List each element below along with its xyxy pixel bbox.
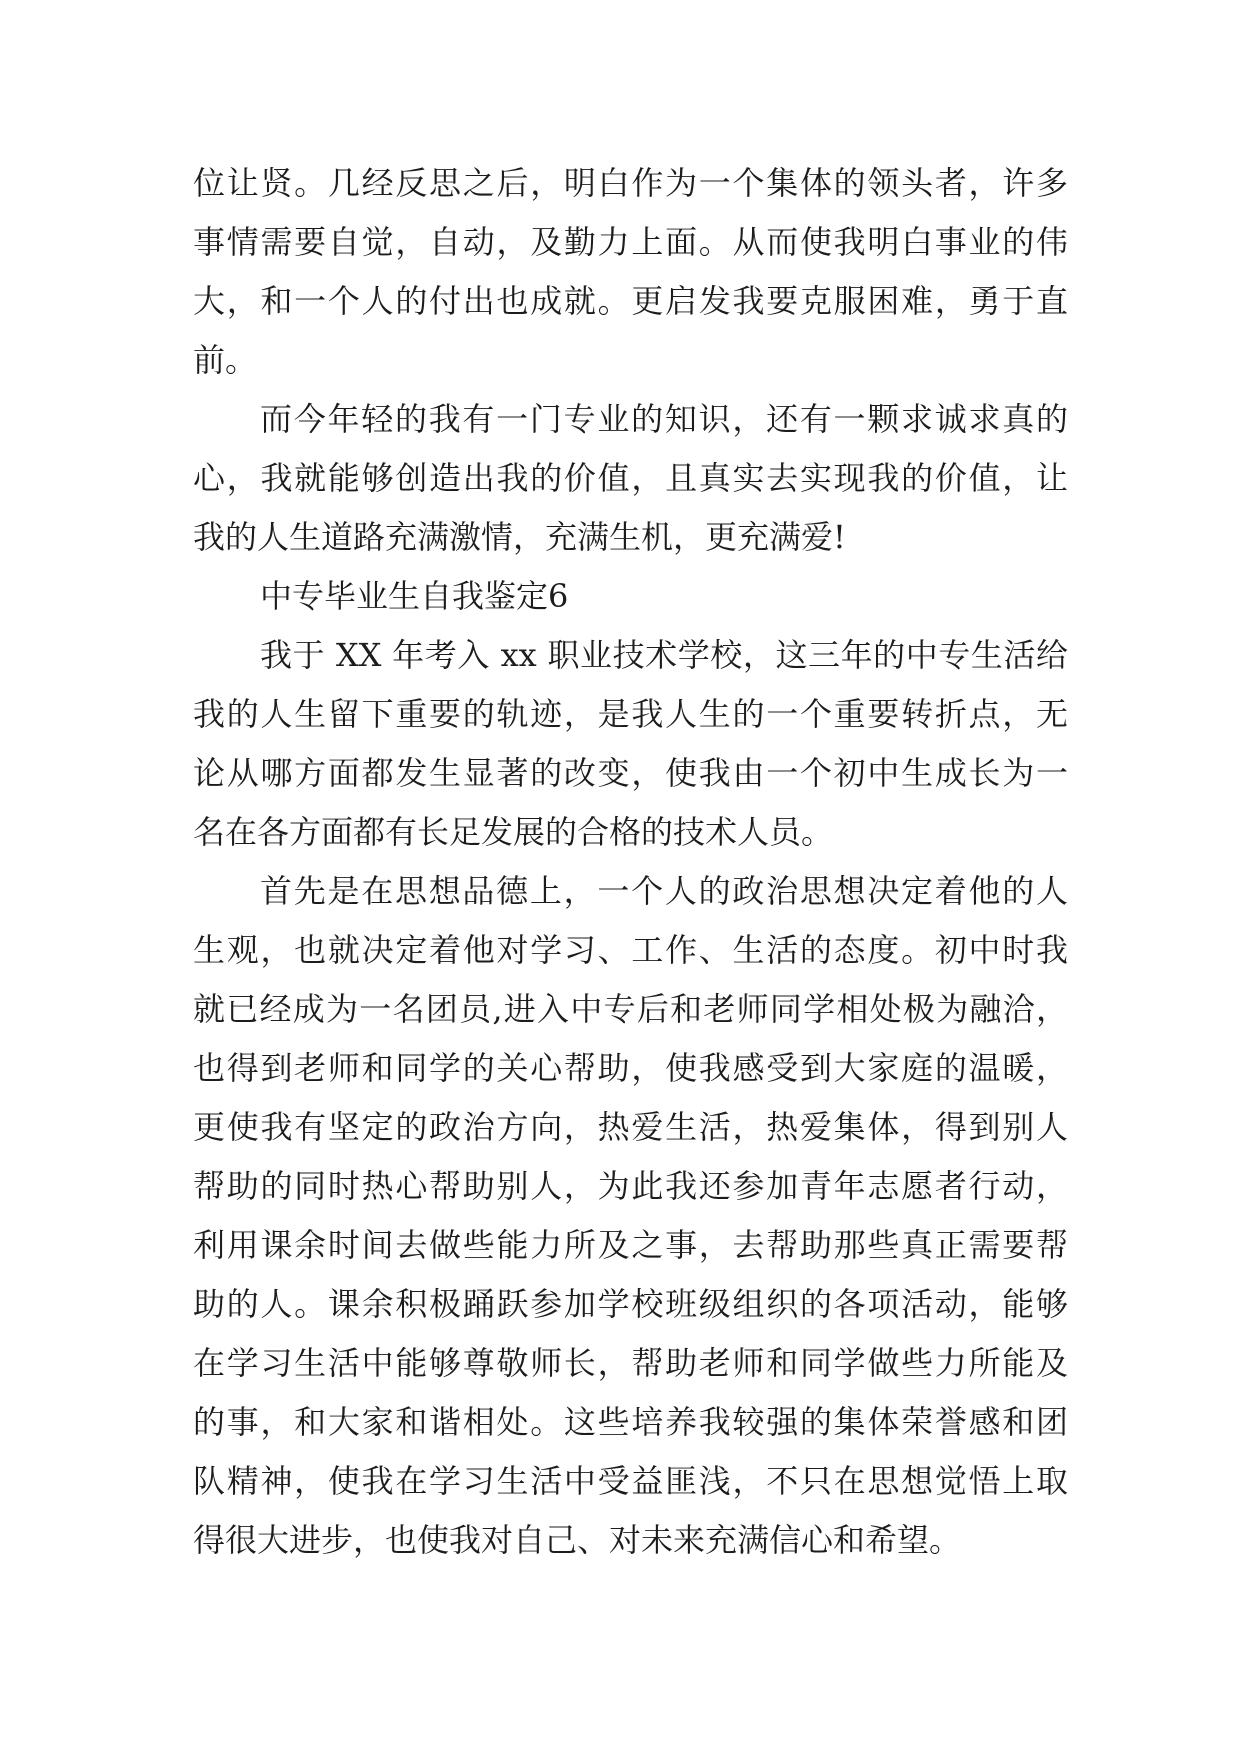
paragraph-continued xyxy=(193,154,1068,390)
text-line: 得很大进步，也使我对自己、对未来充满信心和希望。 xyxy=(193,1521,962,1559)
text-line: 帮助的同时热心帮助别人，为此我还参加青年志愿者行动， xyxy=(193,1167,1068,1205)
paragraph xyxy=(193,862,1068,1570)
text-line: 助的人。课余积极踊跃参加学校班级组织的各项活动，能够 xyxy=(193,1285,1068,1323)
text-line: 而今年轻的我有一门专业的知识，还有一颗求诚求真的 xyxy=(260,400,1068,438)
section-title: 中专毕业生自我鉴定6 xyxy=(260,577,569,615)
text-line: 我的人生留下重要的轨迹，是我人生的一个重要转折点，无 xyxy=(193,695,1068,733)
text-line: 名在各方面都有长足发展的合格的技术人员。 xyxy=(193,813,834,851)
text-line: 在学习生活中能够尊敬师长，帮助老师和同学做些力所能及 xyxy=(193,1344,1068,1382)
document-body xyxy=(193,154,1068,1570)
text-line: 心，我就能够创造出我的价值，且真实去实现我的价值，让 xyxy=(193,459,1068,497)
text-line: 事情需要自觉，自动，及勤力上面。从而使我明白事业的伟 xyxy=(193,223,1068,261)
text-line: 生观，也就决定着他对学习、工作、生活的态度。初中时我 xyxy=(193,931,1068,969)
text-line: 就已经成为一名团员,进入中专后和老师同学相处极为融洽， xyxy=(193,990,1068,1028)
text-line: 前。 xyxy=(193,341,258,379)
text-line: 利用课余时间去做些能力所及之事，去帮助那些真正需要帮 xyxy=(193,1226,1068,1264)
text-line: 首先是在思想品德上，一个人的政治思想决定着他的人 xyxy=(260,872,1068,910)
text-line: 也得到老师和同学的关心帮助，使我感受到大家庭的温暖， xyxy=(193,1049,1068,1087)
paragraph xyxy=(193,626,1068,862)
text-line: 位让贤。几经反思之后，明白作为一个集体的领头者，许多 xyxy=(193,164,1068,202)
text-line: 队精神，使我在学习生活中受益匪浅，不只在思想觉悟上取 xyxy=(193,1462,1068,1500)
text-line: 论从哪方面都发生显著的改变，使我由一个初中生成长为一 xyxy=(193,754,1068,792)
paragraph xyxy=(193,390,1068,567)
text-line: 更使我有坚定的政治方向，热爱生活，热爱集体，得到别人 xyxy=(193,1108,1068,1146)
text-line: 的事，和大家和谐相处。这些培养我较强的集体荣誉感和团 xyxy=(193,1403,1068,1441)
text-line: 大，和一个人的付出也成就。更启发我要克服困难，勇于直 xyxy=(193,282,1068,320)
text-line: 我的人生道路充满激情，充满生机，更充满爱! xyxy=(193,518,846,556)
text-line: 我于 XX 年考入 xx 职业技术学校，这三年的中专生活给 xyxy=(260,636,1068,674)
